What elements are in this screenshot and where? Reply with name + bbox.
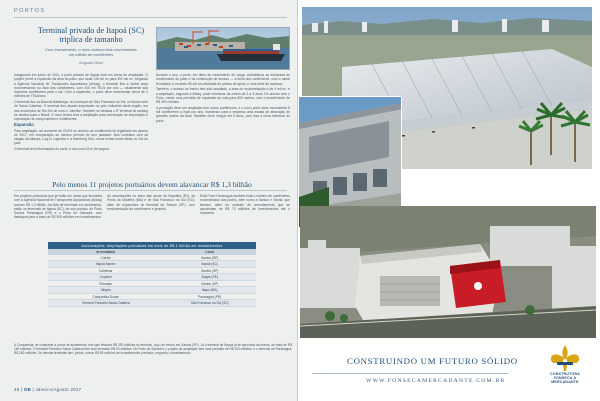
subheading-expansao: Expansão [14, 122, 34, 128]
article-title-line1: Terminal privado de Itapoá (SC) [37, 26, 145, 35]
tagline-divider [312, 373, 508, 374]
table-cell: Usiminas [48, 267, 163, 274]
top-divider [14, 17, 287, 18]
ad-tagline: CONSTRUINDO UM FUTURO SÓLIDO [347, 356, 518, 366]
paragraph: Inaugurado em junho de 2011, o porto privado de Itapoá está em obras de ampliação. O projeto prevê a expansão da área do pátio, que atual 145 mil m² para 300 mil m². Segundo a Agência Nacional de Transportes Aquaviários (Antaq), o terminal fica a vários anos movimentando na Ásia dos contêineres, com 300 mil TEUs por ano — atualmente são duzentos contêineres para o sul. Com a expansão, o porto deve movimentar cerca de 2 milhões de TEUs/ano. [14, 73, 148, 99]
paragraph: O terminal tem informações do porto, e deu com 43 m de largura. [14, 147, 110, 152]
page-footer [14, 387, 81, 392]
article-title-line2: triplica de tamanho [59, 35, 123, 44]
table-cell: Paranaguá (PR) [163, 293, 256, 300]
table-cell: Suape (PE) [163, 274, 256, 281]
section-label: PORTOS [14, 8, 46, 14]
table-cell: São Francisco do Sul (SC) [163, 300, 256, 307]
table-cell: Itaqui (MA) [163, 287, 256, 294]
table-cell: Cutrale [48, 255, 163, 261]
table-cell: Itapoá Itaprev [48, 261, 163, 268]
paragraph: Para ampliação, um aumento de 25,6% no número de contêineres foi registrado em janeiro de 2017, em comparação ao mesmo período do ano passado. Nos contratos com as cargas da Aliança, Log-In Logística e a Hamburg Süd, novas linhas foram feitas no Sul do país. [14, 128, 148, 146]
highlight-col-3: Está Porto Paranaguá também está o número de contêineres movimentado dos portos, bem como a Santos e Vitória, que tiveram, além do contrato de arrendamento que se aproximam de R$ 70 milhões de investimentos até o momento. [200, 194, 290, 215]
table-row [48, 300, 256, 307]
magazine-brand: OE [23, 387, 31, 392]
article-title [30, 26, 152, 44]
highlight-divider [14, 190, 287, 191]
projects-table [48, 242, 256, 307]
logo-line: MERCADANTE [551, 380, 579, 385]
logo-line: CONSTRUTORA [549, 372, 581, 376]
table-cell: Santos (SP) [163, 255, 256, 261]
highlight-title: Pelo menos 11 projetos portuários devem alavancar R$ 1,3 bilhão [52, 180, 252, 189]
table-header-cell: Arrendatário [48, 249, 163, 255]
table-cell: Itapoá (SC) [163, 261, 256, 268]
footer-separator: | [32, 387, 36, 392]
table [48, 249, 256, 307]
table-cell: Companhia Docas [48, 293, 163, 300]
issue-date: Janeiro/Agosto 2017 [35, 387, 82, 392]
fleur-de-lis-logo-icon [547, 344, 583, 372]
table-cell: Eldorado [48, 280, 163, 287]
company-logo-text [537, 372, 593, 384]
shopping-center-aerial-photo [300, 206, 596, 338]
paragraph: Também, o acesso ao trecho tem sido ampliado, a área de movimentação é de 4 mil m², e a ampliação, segundo a Antaq, pode estruturar da ordem de 2 a 3 anos. De acordo com o Porto, existe uma previsão de expansão do cais para 800 metros, com o investimento de R$ 300 milhões. [156, 87, 290, 105]
paragraph: A produção deve ser ampliada com novos portêineres, e o novo porto deve movimentar 8 mil contêineres a mais por ano, mantendo para a empresa uma escala de atracação de grandes navios da Ásia. Também deve chegar em 5 anos, com isso a nova estrutura do porto. [156, 105, 290, 123]
article-subtitle-line2: um milhão de contêineres [68, 52, 114, 57]
table-cell: Santos (SP) [163, 267, 256, 274]
article-column-right [156, 73, 290, 177]
table-cell: Copelmi [48, 274, 163, 281]
table-cell: Terminal Portuário Santa Catarina [48, 300, 163, 307]
article-column-left [14, 73, 148, 177]
article-author: Augusto Diniz [78, 60, 103, 65]
ad-website-link[interactable]: WWW.FONSECAMERCADANTE.COM.BR [366, 378, 506, 384]
highlight-col-1: Em projetos portuários que já estão em obras que fechados com a Agência Nacional de Transportes Aquaviários (Antaq) somam R$ 1,3 bilhão. Na lista de terminais em andamento, estão os terminais de Itapoá (SC), de uso privado, do Porto Santos Paranaguá (PR) e o Porto de Salvador, com destaque para a mais de R$ 300 milhões em investimentos. [14, 194, 102, 220]
article-subtitle [30, 47, 152, 57]
left-page [0, 0, 298, 401]
article-subtitle-line1: Com investimento, o novo sistema terá movimentado [45, 47, 137, 52]
page-number: 46 [14, 387, 20, 392]
highlight-col-2: As autorizações do setor são ainda da Sepetiba (RJ), da Ponta da Madeira (MA) e de São Francisco do Sul (SC), além de expansões do terminal de Santos (SP), com movimentação de contêineres e granéis. [107, 194, 195, 211]
table-title: Autorizações: ampliações portuárias em mais de R$ 1 bilhão em investimentos [48, 242, 256, 249]
table-cell: Alegria [48, 287, 163, 294]
paragraph: Durante o ano, o porto, em ritmo de crescimento de carga, contabilizou as estruturas de recebimento do pátio e da construção de acesso — a linha dos contêineres, com o ramal ferroviário, e recebeu 80 mil em atividade de pontos de apoio, e uma série de acessos. [156, 73, 290, 86]
bottom-paragraph: A Companhia, se completar a prova de andamento, tem que finalizar R$ 353 milhões no terminal, cujo um trecho em Santos (SP). Já o terminal de Itapoá já se aproxima da marca, de mais de R$ 160 milhões. O terminal Portuário Santa Catarina tem sido investido R$ 90 milhões. No Porto de Salvador, o projeto de ampliação tem uma previsão de R$ 100 milhões, e o terminal de Paranaguá, R$ 150 milhões. Os demais terminais tem, juntos, outros R$ 80 milhões de investimentos previstos, segundo o levantamento. [14, 343, 292, 356]
port-photo [156, 27, 290, 70]
table-header-cell: Local [163, 249, 256, 255]
paragraph: O terminal fica na Baía da Babitonga, no município de São Francisco do Sul, no litoral norte de Santa Catarina. O terminal tem atuado importante no polo industrial desta região, em dos municípios de Rio Jim de novo e Joinville. Também se destaca o 8º terminal do ranking de destino para o Brasil. O novo trecho leva a ampliação para construção de importação e exportação de componentes e contêineres. [14, 100, 148, 122]
footer-separator: | [21, 387, 24, 392]
table-cell: Santos (SP) [163, 280, 256, 287]
logo-line: FONSECA & [553, 376, 577, 381]
